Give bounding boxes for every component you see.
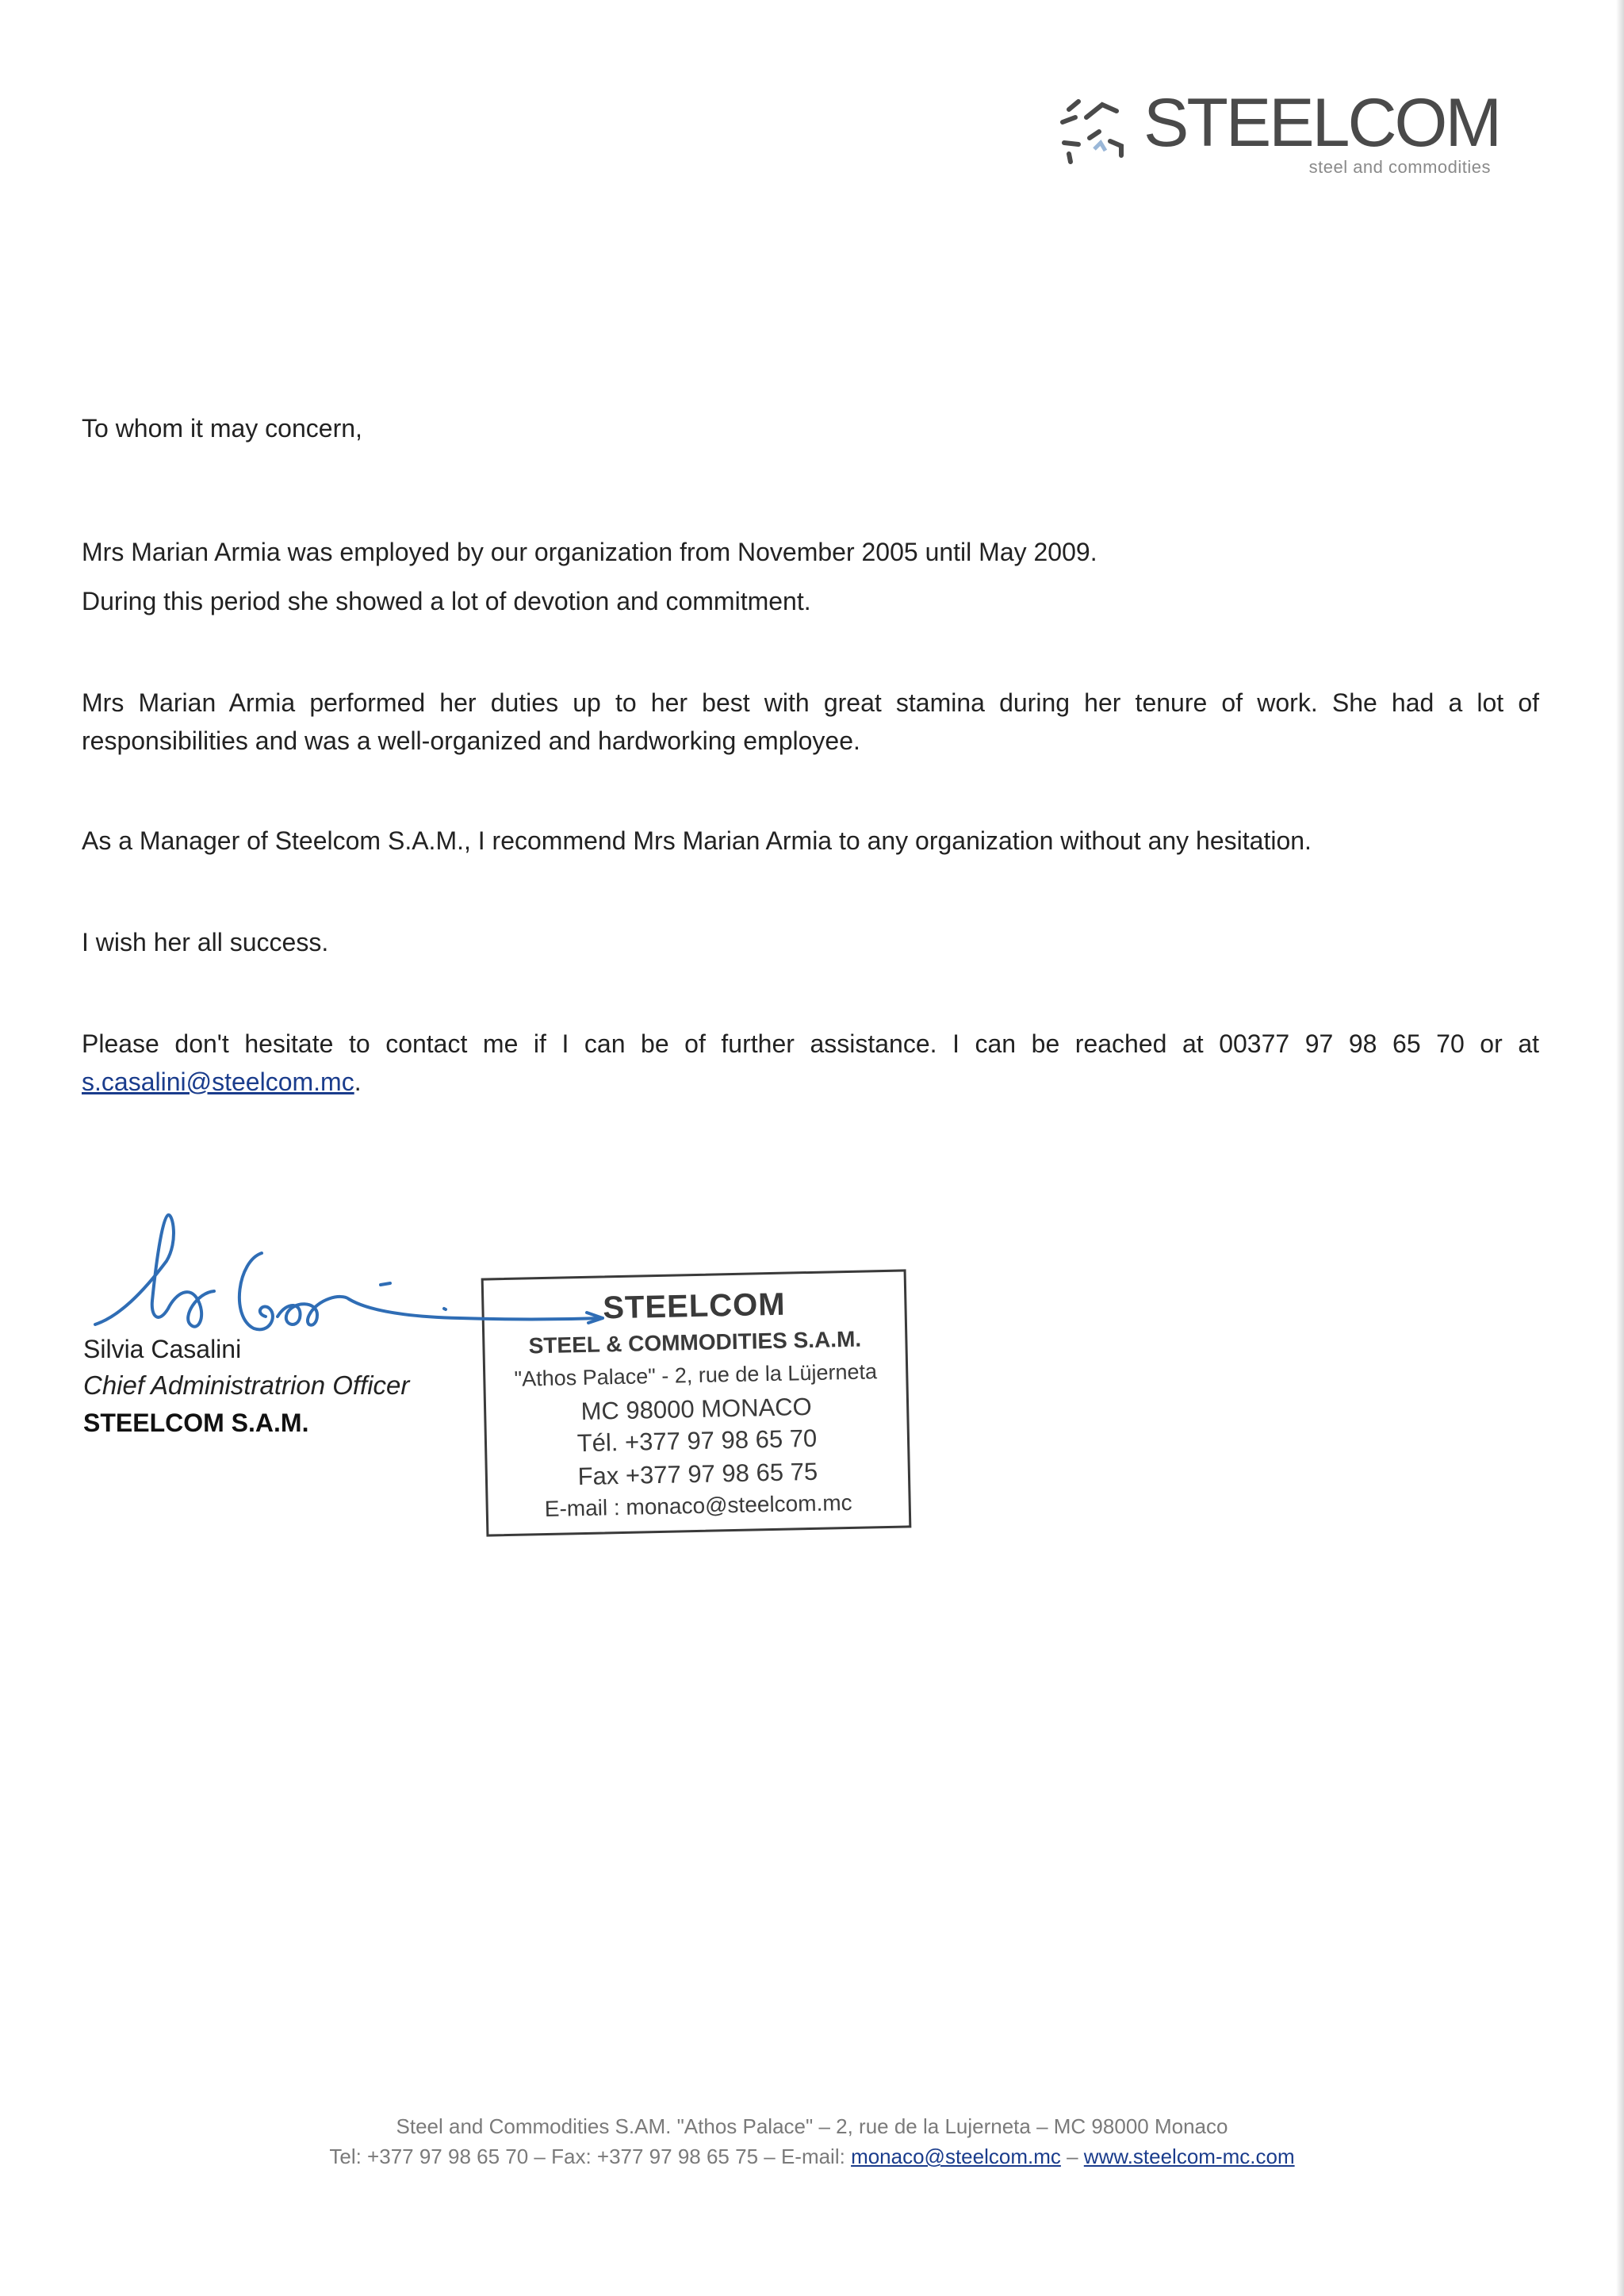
stamp-fax: Fax +377 97 98 65 75 <box>577 1457 818 1491</box>
signatory-company: STEELCOM S.A.M. <box>83 1409 309 1437</box>
salutation: To whom it may concern, <box>82 414 362 443</box>
footer-email-link[interactable]: monaco@steelcom.mc <box>851 2145 1061 2168</box>
footer-phone-fax: Tel: +377 97 98 65 70 – Fax: +377 97 98 65 75 – E-mail: <box>329 2145 852 2168</box>
contact-email-link[interactable]: s.casalini@steelcom.mc <box>82 1068 354 1096</box>
stamp-city: MC 98000 MONACO <box>580 1392 813 1426</box>
logo-tagline: steel and commodities <box>1308 157 1491 177</box>
page-edge-shadow <box>1616 0 1624 2296</box>
paragraph-contact <box>82 1025 1539 1101</box>
stamp-address: "Athos Palace" - 2, rue de la Lüjerneta <box>514 1359 878 1391</box>
stamp-title: STEELCOM <box>602 1286 786 1326</box>
company-logo <box>1055 85 1500 181</box>
signatory-title: Chief Administratrion Officer <box>83 1370 410 1400</box>
footer-contacts <box>0 2145 1624 2169</box>
logo-wordmark: STEELCOM <box>1143 85 1500 161</box>
paragraph-employment: Mrs Marian Armia was employed by our organization from November 2005 until May 2009. <box>82 538 1097 566</box>
footer-separator: – <box>1060 2145 1084 2168</box>
paragraph-duties: Mrs Marian Armia performed her duties up to her best with great stamina during her tenure of work. She had a lot of responsibilities and was a well-organized and hardworking employee. <box>82 688 1539 755</box>
signatory-name: Silvia Casalini <box>83 1335 242 1363</box>
stamp-email: E-mail : monaco@steelcom.mc <box>544 1489 852 1522</box>
paragraph-devotion: During this period she showed a lot of devotion and commitment. <box>82 587 811 615</box>
stamp-tel: Tél. +377 97 98 65 70 <box>576 1424 818 1458</box>
footer-website-link[interactable]: www.steelcom-mc.com <box>1083 2145 1295 2168</box>
footer-address: Steel and Commodities S.AM. "Athos Palace" – 2, rue de la Lujerneta – MC 98000 Monaco <box>396 2114 1228 2138</box>
steelcom-logo-icon <box>1055 94 1143 165</box>
paragraph-recommendation: As a Manager of Steelcom S.A.M., I recommend Mrs Marian Armia to any organization without any hesitation. <box>82 826 1312 855</box>
contact-period: . <box>354 1068 362 1096</box>
paragraph-wishes: I wish her all success. <box>82 928 329 956</box>
contact-text: Please don't hesitate to contact me if I can be of further assistance. I can be reached at 00377 97 98 65 70 or at <box>82 1029 1539 1058</box>
stamp-subtitle: STEEL & COMMODITIES S.A.M. <box>528 1326 862 1359</box>
